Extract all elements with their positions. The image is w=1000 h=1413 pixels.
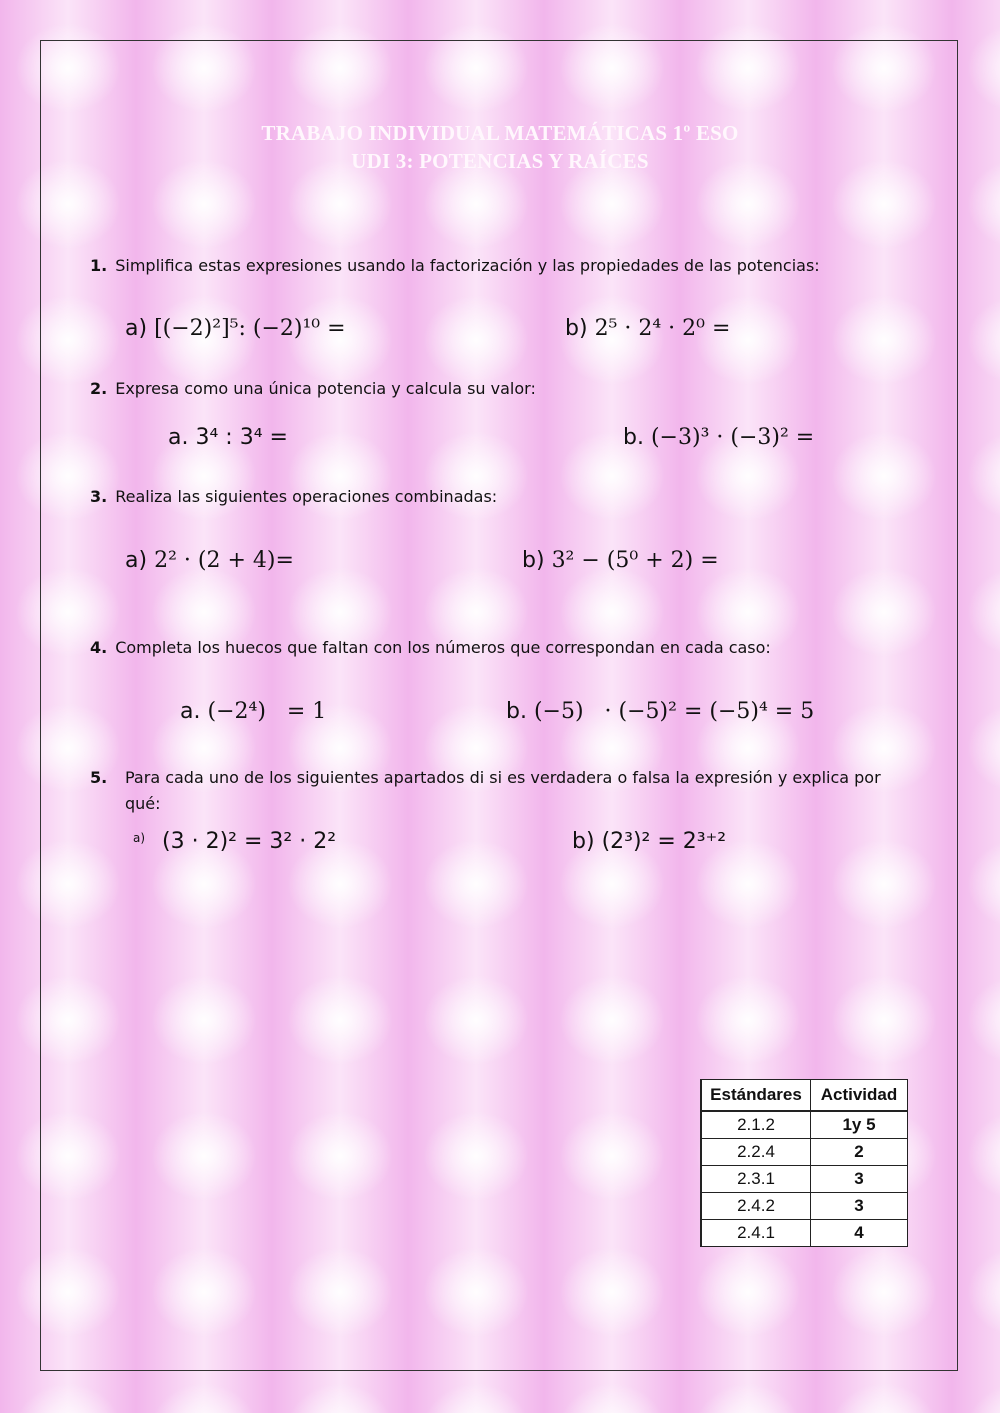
- activity-cell: 2: [811, 1139, 908, 1166]
- item-expression: (3 · 2)² = 3² · 2²: [162, 829, 337, 854]
- question-3: [90, 484, 497, 510]
- question-2a: [168, 425, 288, 450]
- item-label: a): [125, 316, 148, 341]
- worksheet-title: TRABAJO INDIVIDUAL MATEMÁTICAS 1º ESO: [261, 121, 739, 145]
- worksheet-subtitle: UDI 3: POTENCIAS Y RAÍCES: [351, 149, 649, 173]
- item-expression: 2⁵ · 2⁴ · 2⁰ =: [594, 316, 731, 341]
- item-label: b): [572, 829, 595, 854]
- activity-cell: 1y 5: [811, 1111, 908, 1139]
- column-header: Actividad: [811, 1080, 908, 1112]
- item-expression: 3⁴ : 3⁴ =: [195, 425, 288, 450]
- item-expression: (2³)² = 2³⁺²: [601, 829, 727, 854]
- item-label: a): [125, 548, 148, 573]
- item-expression: 2² · (2 + 4)=: [154, 548, 294, 573]
- item-expression: 3² − (5⁰ + 2) =: [551, 548, 719, 573]
- activity-cell: 4: [811, 1220, 908, 1247]
- question-2b: [623, 425, 814, 450]
- item-expression: (−3)³ · (−3)² =: [650, 425, 815, 450]
- question-number: 1.: [90, 256, 108, 275]
- item-expression: (−5) · (−5)² = (−5)⁴ = 5: [533, 699, 815, 724]
- item-label: b): [522, 548, 545, 573]
- question-3a: [125, 548, 294, 573]
- column-header: Estándares: [701, 1080, 811, 1112]
- question-text: Expresa como una única potencia y calcula su valor:: [115, 379, 536, 398]
- table-row: [701, 1193, 908, 1220]
- standard-cell: 2.3.1: [701, 1166, 811, 1193]
- item-label: b): [565, 316, 588, 341]
- table-row: [701, 1111, 908, 1139]
- item-expression: [(−2)²]⁵: (−2)¹⁰ =: [154, 316, 346, 341]
- standards-table: [700, 1079, 908, 1247]
- standard-cell: 2.2.4: [701, 1139, 811, 1166]
- item-label: b.: [506, 699, 527, 724]
- question-5a: [133, 829, 336, 854]
- item-label: a): [133, 831, 146, 845]
- question-number: 3.: [90, 487, 108, 506]
- standard-cell: 2.1.2: [701, 1111, 811, 1139]
- question-text: Simplifica estas expresiones usando la factorización y las propiedades de las potencias:: [115, 256, 820, 275]
- activity-cell: 3: [811, 1166, 908, 1193]
- question-1a: [125, 316, 346, 341]
- table-header-row: [701, 1080, 908, 1112]
- question-number: 4.: [90, 638, 108, 657]
- item-label: a.: [180, 699, 201, 724]
- question-3b: [522, 548, 719, 573]
- item-expression: (−2⁴) = 1: [207, 699, 327, 724]
- table-row: [701, 1220, 908, 1247]
- question-text: Realiza las siguientes operaciones combinadas:: [115, 487, 498, 506]
- question-4a: [180, 699, 326, 724]
- item-label: b.: [623, 425, 644, 450]
- activity-cell: 3: [811, 1193, 908, 1220]
- question-number: 5.: [90, 768, 108, 787]
- question-2: [90, 376, 536, 402]
- question-5b: [572, 829, 726, 854]
- question-5: [90, 765, 920, 817]
- question-1b: [565, 316, 730, 341]
- table-row: [701, 1166, 908, 1193]
- standard-cell: 2.4.1: [701, 1220, 811, 1247]
- question-text: Completa los huecos que faltan con los números que correspondan en cada caso:: [115, 638, 771, 657]
- question-1: [90, 253, 820, 279]
- question-4: [90, 635, 771, 661]
- table-row: [701, 1139, 908, 1166]
- question-text: Para cada uno de los siguientes apartados di si es verdadera o falsa la expresión y explica por qué:: [125, 768, 881, 813]
- standard-cell: 2.4.2: [701, 1193, 811, 1220]
- item-label: a.: [168, 425, 189, 450]
- question-4b: [506, 699, 814, 724]
- question-number: 2.: [90, 379, 108, 398]
